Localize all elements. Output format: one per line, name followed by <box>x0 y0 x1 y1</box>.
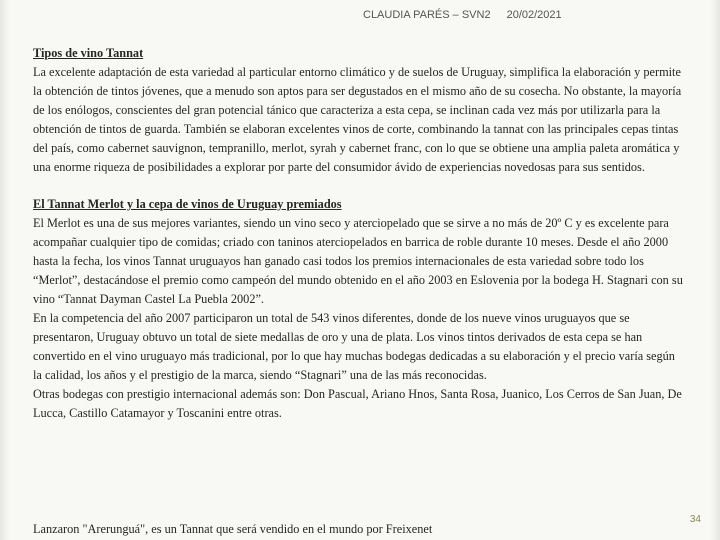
footer-note: Lanzaron "Arerunguá", es un Tannat que será vendido en el mundo por Freixenet <box>33 522 433 536</box>
slide-header <box>363 9 562 21</box>
section-paragraph-competencia: En la competencia del año 2007 participaron un total de 543 vinos diferentes, donde de los nueve vinos uruguayos que se presentaron, Uruguay obtuvo un total de siete medallas de oro y una de plata. Los vinos tintos derivados de esta cepa se han convertido en el vino uruguayo más tradicional, por lo que hay muchas bodegas dedicadas a su elaboración y el precio varía según la calidad, los años y el prestigio de la marca, siendo “Stagnari” una de las más reconocidas. <box>33 311 675 382</box>
section-paragraph-bodegas: Otras bodegas con prestigio internacional además son: Don Pascual, Ariano Hnos, Santa Rosa, Juanico, Los Cerros de San Juan, De Lucca, Castillo Catamayor y Toscanini entre otras. <box>33 387 682 420</box>
header-date: 20/02/2021 <box>506 9 562 21</box>
section-title-merlot: El Tannat Merlot y la cepa de vinos de Uruguay premiados <box>33 197 342 211</box>
left-border-decoration <box>0 0 10 540</box>
page-number: 34 <box>689 514 701 525</box>
right-border-decoration <box>710 0 720 540</box>
section-paragraph-tipos: La excelente adaptación de esta variedad al particular entorno climático y de suelos de Uruguay, simplifica la elaboración y permite la obtención de tintos jóvenes, que a menudo son aptos para ser degustados en el mismo año de su cosecha. No obstante, la mayoría de los enólogos, conscientes del gran potencial tánico que caracteriza a esta cepa, se inclinan cada vez más por utilizarla para la obtención de tintos de guarda. También se elaboran excelentes vinos de corte, combinando la tannat con las principales cepas tintas del país, como cabernet sauvignon, tempranillo, merlot, syrah y cabernet franc, con lo que se obtiene una amplia paleta aromática y una enorme riqueza de posibilidades a explorar por parte del consumidor ávido de experiencias novedosas para sus sentidos. <box>33 65 682 174</box>
header-author: CLAUDIA PARÉS – SVN2 <box>363 9 491 21</box>
slide-content <box>33 44 683 423</box>
section-paragraph-merlot: El Merlot es una de sus mejores variantes, siendo un vino seco y aterciopelado que se sirve a no más de 20º C y es excelente para acompañar cualquier tipo de comidas; criado con taninos aterciopelados en barrica de roble durante 10 meses. Desde el año 2000 hasta la fecha, los vinos Tannat uruguayos han ganado casi todos los premios internacionales de esta variedad sobre todo los “Merlot”, destacándose el premio como campeón del mundo obtenido en el año 2003 en Eslovenia por la bodega H. Stagnari con su vino “Tannat Dayman Castel La Puebla 2002”. <box>33 216 683 306</box>
spacer <box>33 177 683 195</box>
section-title-tipos: Tipos de vino Tannat <box>33 46 144 60</box>
